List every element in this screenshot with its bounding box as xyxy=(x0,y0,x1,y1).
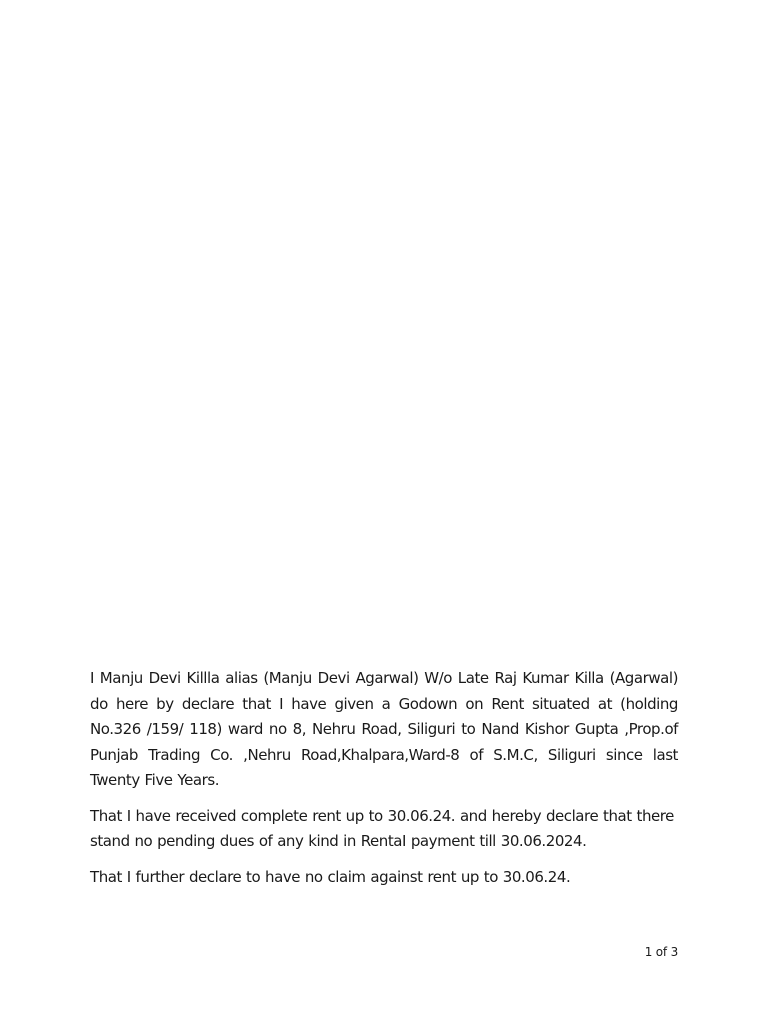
page-number: 1 of 3 xyxy=(644,945,678,959)
declaration-paragraph-3: That I further declare to have no claim against rent up to 30.06.24. xyxy=(90,867,571,886)
declaration-paragraph-1: I Manju Devi Killla alias (Manju Devi Agarwal) W/o Late Raj Kumar Killa (Agarwal) do here by declare that I have given a Godown on Rent situated at (holding No.326 /159/ 118) ward no 8, Nehru Road, Siliguri to Nand Kishor Gupta ,Prop.of Punjab Trading Co. ,Nehru Road,Khalpara,Ward-8 of S.M.C, Siliguri since last Twenty Five Years. xyxy=(90,669,678,789)
declaration-body xyxy=(90,666,678,900)
declaration-paragraph-2: That I have received complete rent up to 30.06.24. and hereby declare that there stand no pending dues of any kind in RentaI payment till 30.06.2024. xyxy=(90,806,674,850)
